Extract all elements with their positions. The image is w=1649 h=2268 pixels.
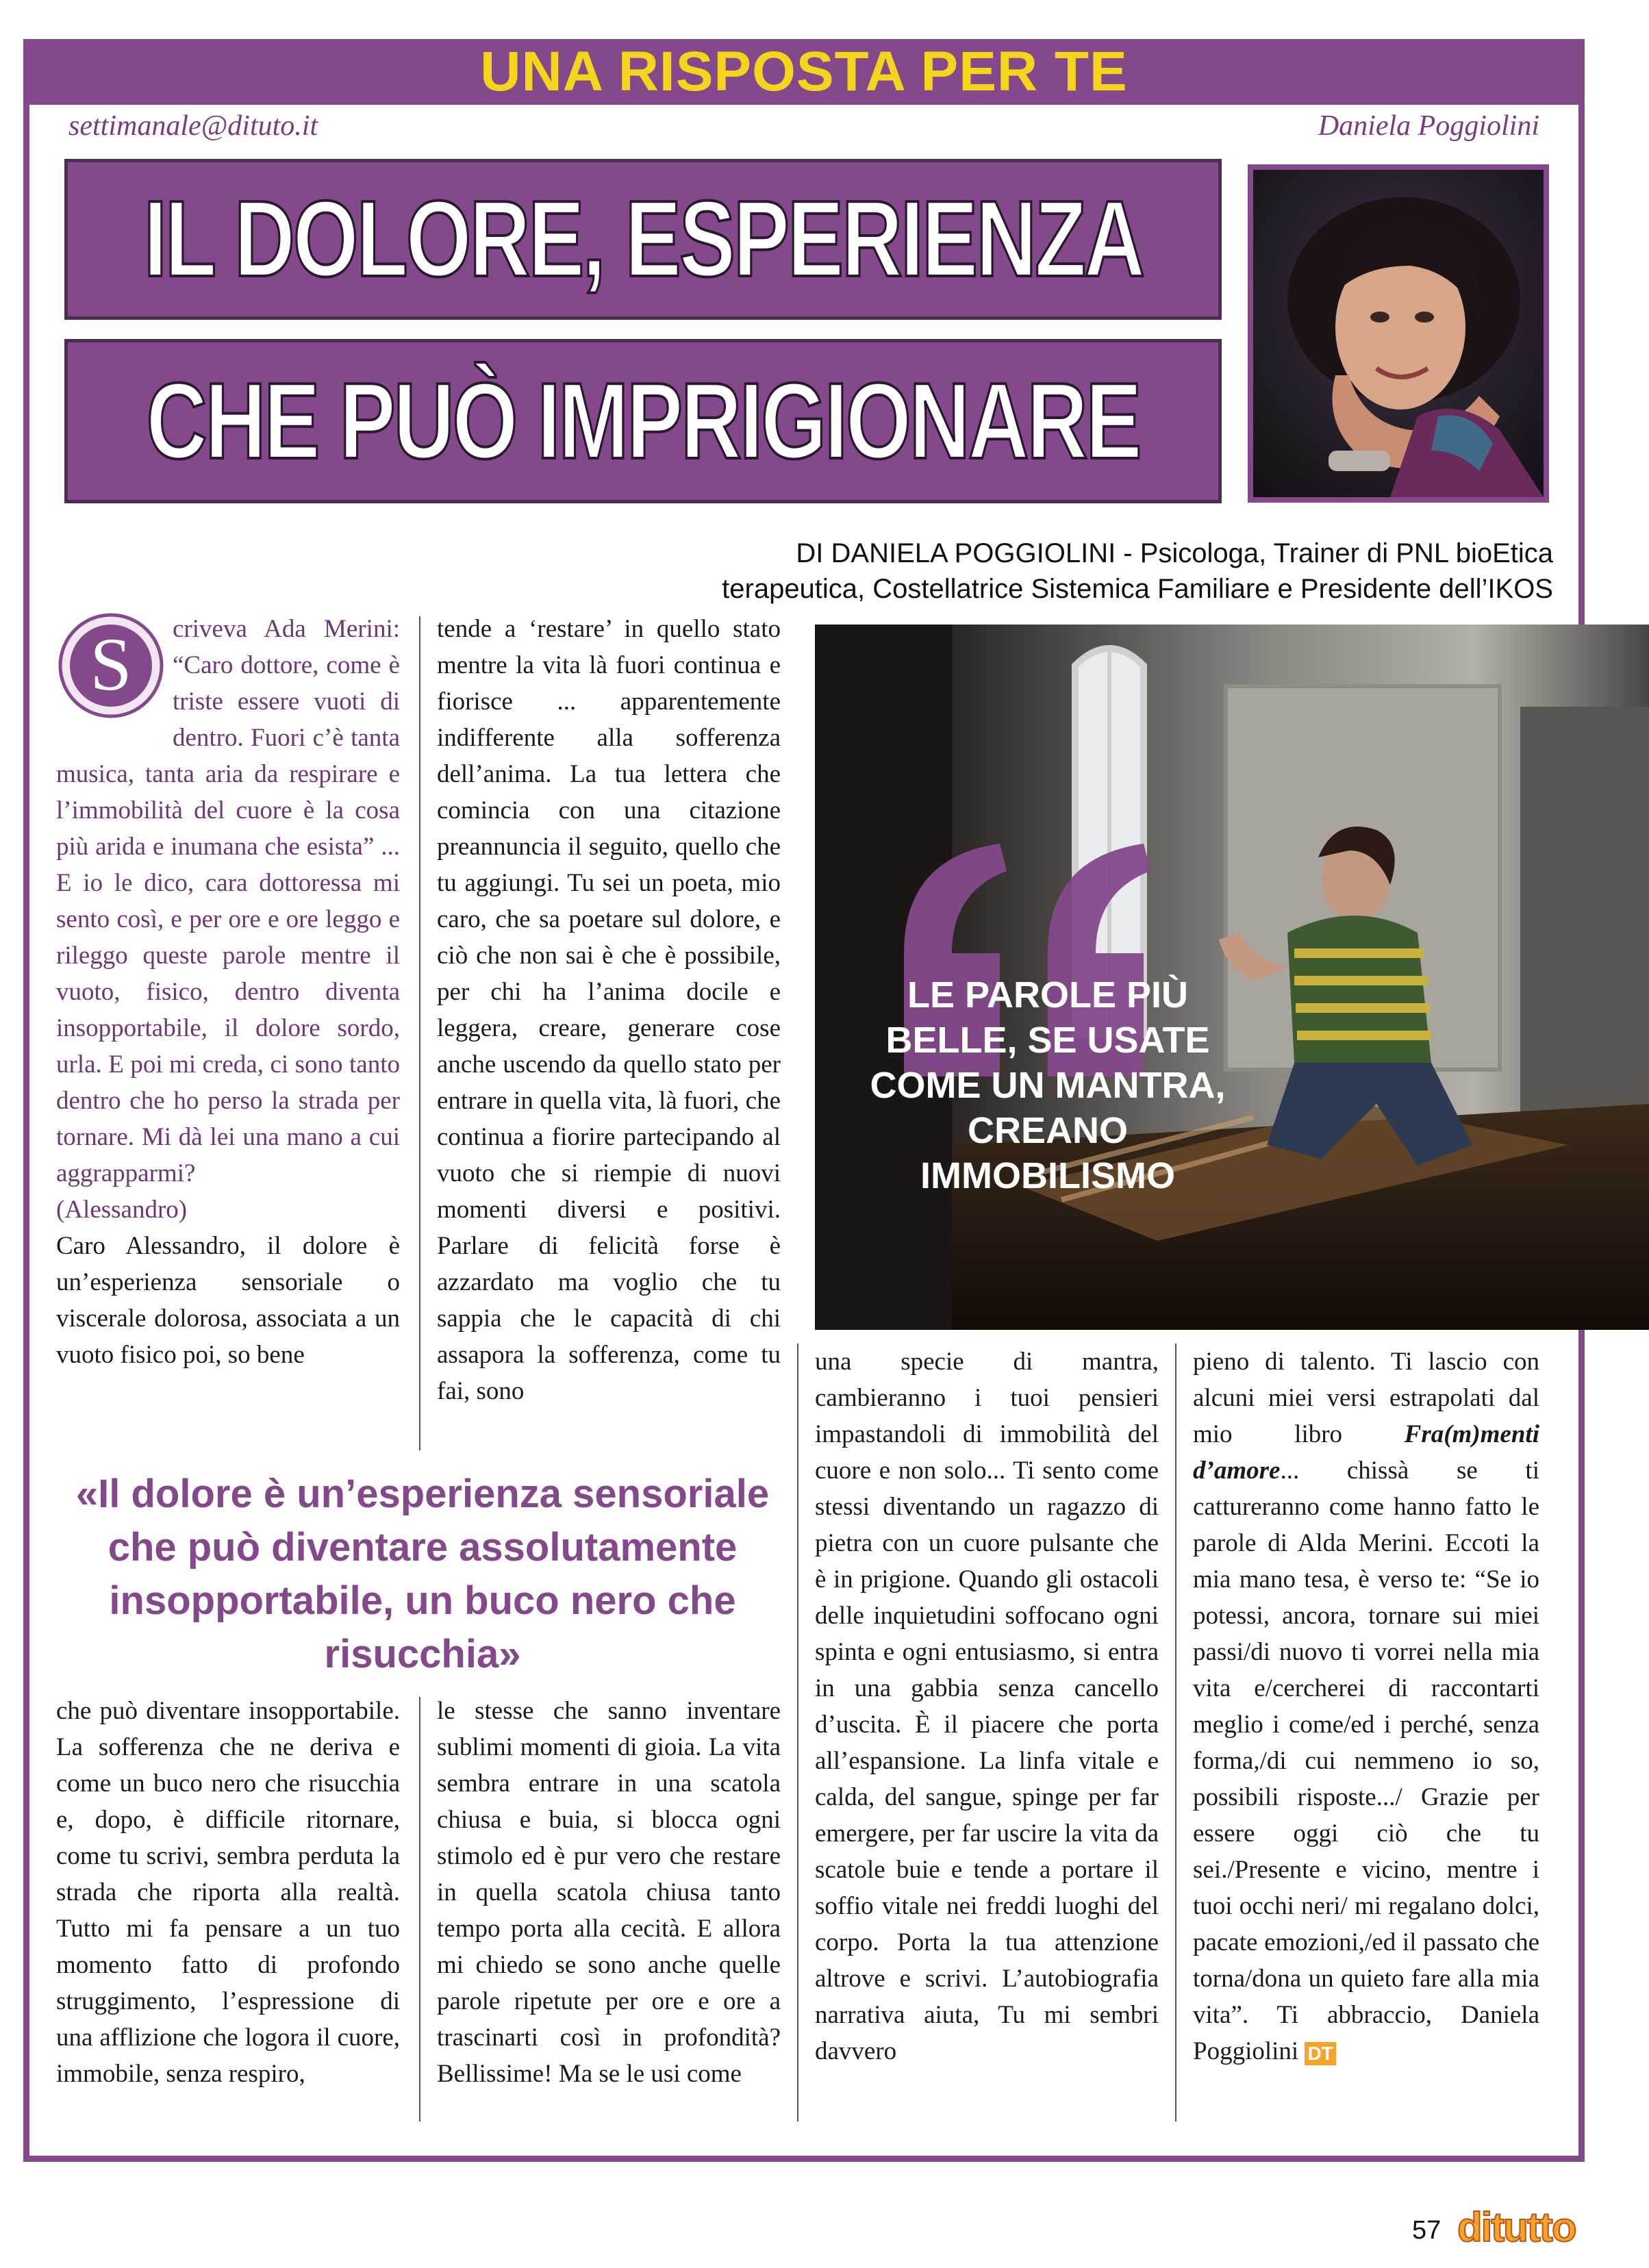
byline bbox=[722, 536, 1553, 607]
column-divider bbox=[1175, 1344, 1176, 2121]
reply-column-4 bbox=[1193, 1344, 1539, 2124]
drop-cap bbox=[56, 611, 166, 720]
reply-column-1-bottom bbox=[56, 1693, 400, 2124]
reply-col3-bot: una specie di mantra, cambieranno i tuoi pensieri impastandoli di immobilità del cuore e non solo... Ti sento come stessi diventando un ragazzo di pietra con un cuore pulsante che è in prigione. Quando gli ostacoli delle inquietudini soffocano ogni spinta e ogni entusiasmo, si entra in una gabbia senza cancello d’uscita. È il piacere che porta all’espansione. La linfa vitale e calda, del sangue, spinge per far emergere, per far uscire la vita da scatole buie e tende a portare il soffio vitale nei freddi luoghi del corpo. Porta la tua attenzione altrove e scrivi. L’autobiografia narrativa aiuta, Tu mi sembri davvero bbox=[815, 1348, 1159, 2065]
reply-col4-part-b: ... chissà se ti cattureranno come hanno fatto le parole di Alda Merini. Eccoti la mia mano tesa, è verso te: “Se io potessi, ancora, tornare sui miei passi/di nuovo ti vorrei nella mia vita e/cercherei di raccontarti meglio i come/ed i perché, senza forma,/di cui nemmeno io so, possibili risposte.../ Grazie per essere oggi ciò che tu sei./Presente e vicino, mentre i tuoi occhi neri/ mi regalano dolci, pacate emozioni,/ed il passato che torna/dona un quieto fare alla mia vita”. Ti abbraccio, Daniela Poggiolini bbox=[1193, 1457, 1539, 2065]
column-divider bbox=[797, 1344, 798, 2121]
headline-line-2 bbox=[64, 339, 1222, 503]
brand-logo: ditutto bbox=[1457, 2204, 1576, 2250]
column-divider bbox=[419, 1697, 420, 2121]
reply-column-2-top bbox=[437, 611, 781, 1454]
byline-line-2: terapeutica, Costellatrice Sistemica Familiare e Presidente dell’IKOS bbox=[722, 574, 1553, 604]
reply-col4-bot bbox=[1193, 1344, 1539, 2069]
portrait-image-icon bbox=[1253, 170, 1544, 497]
headline-text-1: IL DOLORE, ESPERIENZA bbox=[143, 179, 1143, 299]
drop-cap-letter: S bbox=[90, 622, 132, 706]
contact-email[interactable]: settimanale@dituto.it bbox=[68, 110, 318, 142]
reply-column-2-bottom bbox=[437, 1693, 781, 2124]
reply-col2-bot: le stesse che sanno inventare sublimi momenti di gioia. La vita sembra entrare in una scatola chiusa e buia, si blocca ogni stimolo ed è pur vero che restare in quella scatola chiusa tanto tempo porta alla cecità. E allora mi chiedo se sono anche quelle parole ripetute per ore e ore a trascinarti così in profondità? Bellissime! Ma se le usi come bbox=[437, 1697, 781, 2088]
reply-col1-bot: che può diventare insopportabile. La sofferenza che ne deriva e come un buco nero che risucchia e, dopo, è difficile ritornare, come tu scrivi, sembra perduta la strada che riporta alla realtà. Tutto mi fa pensare a un tuo momento fatto di profondo struggimento, l’espressione di una afflizione che logora il cuore, immobile, senza respiro, bbox=[56, 1697, 400, 2088]
reply-col1-top: Caro Alessandro, il dolore è un’esperienza sensoriale o viscerale dolorosa, associata a un vuoto fisico poi, so bene bbox=[56, 1232, 400, 1369]
author-portrait bbox=[1248, 164, 1549, 503]
headline-line-1 bbox=[64, 159, 1222, 320]
reply-column-3 bbox=[815, 1344, 1159, 2124]
letter-column bbox=[56, 611, 400, 1454]
pull-quote: «Il dolore è un’esperienza sensoriale che può diventare assolutamente insopportabile, un buco nero che risucchia» bbox=[75, 1472, 770, 1676]
byline-line-1: DI DANIELA POGGIOLINI - Psicologa, Trainer di PNL bioEtica bbox=[796, 538, 1553, 568]
author-name: Daniela Poggiolini bbox=[1318, 110, 1539, 142]
reply-col2-top: tende a ‘restare’ in quello stato mentre la vita là fuori continua e fiorisce ... apparentemente indifferente alla sofferenza dell’anima. La tua lettera che comincia con una citazione preannuncia il seguito, quello che tu aggiungi. Tu sei un poeta, mio caro, che sa poetare sul dolore, e ciò che non sai è che è possibile, per chi ha l’anima docile e leggera, creare, generare cose anche uscendo da quello stato per entrare in quella vita, là fuori, che continua a fiorire partecipando al vuoto che si riempie di nuovi momenti diversi e positivi. Parlare di felicità forse è azzardato ma voglio che tu sappia che le capacità di chi assapora la sofferenza, come tu fai, sono bbox=[437, 615, 781, 1405]
end-mark: DT bbox=[1305, 2042, 1335, 2065]
section-banner bbox=[23, 39, 1585, 105]
page-number: 57 bbox=[1412, 2216, 1442, 2245]
column-divider bbox=[419, 616, 420, 1450]
photo-quote: LE PAROLE PIÙ BELLE, SE USATE COME UN MANTRA, CREANO IMMOBILISMO bbox=[870, 974, 1226, 1196]
headline-text-2: CHE PUÒ IMPRIGIONARE bbox=[146, 360, 1140, 481]
letter-signature: (Alessandro) bbox=[56, 1196, 188, 1224]
reply-col4-part-a: pieno di talento. Ti lascio con alcuni miei versi estrapolati dal mio libro bbox=[1193, 1348, 1539, 1448]
section-banner-title: UNA RISPOSTA PER TE bbox=[480, 40, 1128, 103]
book-title: Fra(m)menti d’amore bbox=[1193, 1420, 1539, 1485]
letter-text: criveva Ada Merini: “Caro dottore, come è triste essere vuoti di dentro. Fuori c’è tanta musica, tanta aria da respirare e l’immobilità del cuore è la cosa più arida e inumana che esista” ... E io le dico, cara dottoressa mi sento così, e per ore e ore leggo e rileggo queste parole mentre il vuoto, fisico, dentro diventa insopportabile, il dolore sordo, urla. E poi mi creda, ci sono tanto dentro che ho perso la strada per tornare. Mi dà lei una mano a cui aggrapparmi? bbox=[56, 615, 400, 1187]
